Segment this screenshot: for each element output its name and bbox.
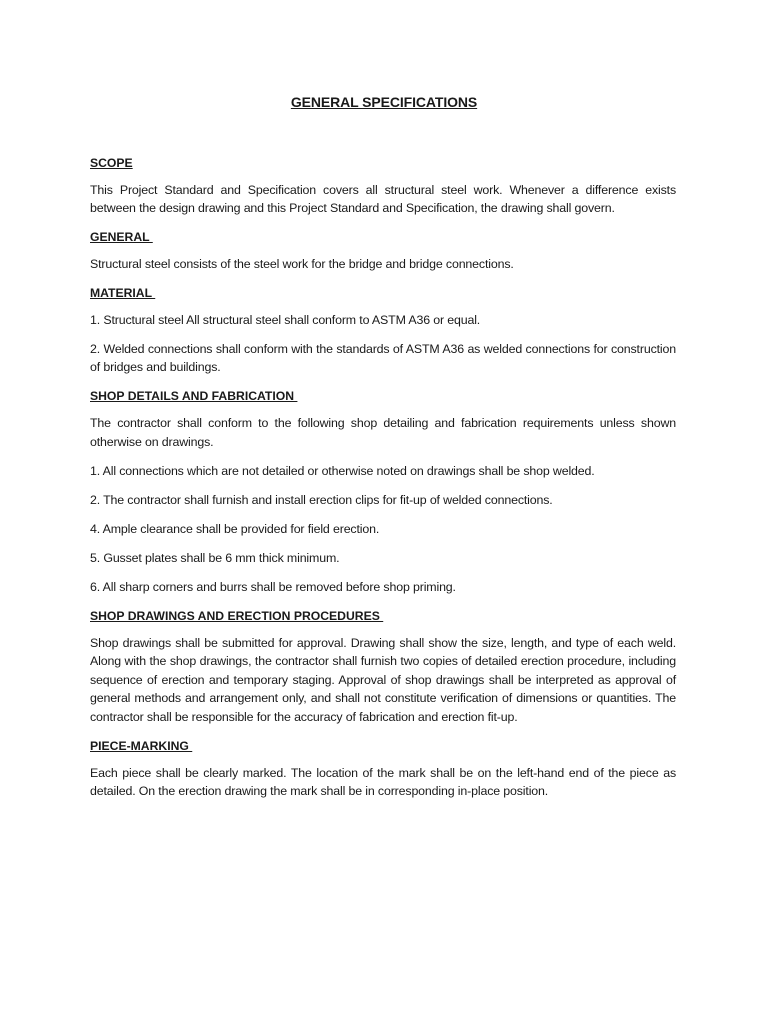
section-heading-shop-details: SHOP DETAILS AND FABRICATION — [90, 389, 298, 404]
section-heading-general: GENERAL — [90, 230, 153, 245]
section-text-shop-details: The contractor shall conform to the following shop detailing and fabrication requirements unless shown otherwise on drawings. — [90, 415, 676, 449]
section-heading-scope: SCOPE — [90, 156, 133, 170]
section-material — [90, 284, 676, 377]
section-heading-shop-drawings: SHOP DRAWINGS AND ERECTION PROCEDURES — [90, 609, 384, 624]
section-scope — [90, 154, 676, 218]
section-text-shop-drawings: Shop drawings shall be submitted for approval. Drawing shall show the size, length, and type of each weld. Along with the shop drawings, the contractor shall furnish two copies of detailed erection procedure, including sequence of erection and temporary staging. Approval of shop drawings shall be interpreted as approval of general methods and arrangement only, and shall not constitute verification of dimensions or quantities. The contractor shall be responsible for the accuracy of fabrication and erection fit-up. — [90, 635, 676, 725]
section-general — [90, 228, 676, 273]
list-item: 5. Gusset plates shall be 6 mm thick minimum. — [90, 550, 340, 565]
section-piece-marking — [90, 737, 676, 801]
section-text-scope: This Project Standard and Specification covers all structural steel work. Whenever a difference exists between the design drawing and this Project Standard and Specification, the drawing shall govern. — [90, 182, 676, 216]
list-item: 2. Welded connections shall conform with the standards of ASTM A36 as welded connections for construction of bridges and buildings. — [90, 341, 676, 375]
section-text-general: Structural steel consists of the steel work for the bridge and bridge connections. — [90, 256, 514, 271]
list-item: 4. Ample clearance shall be provided for field erection. — [90, 521, 380, 536]
section-heading-material: MATERIAL — [90, 285, 156, 300]
list-item: 1. Structural steel All structural steel shall conform to ASTM A36 or equal. — [90, 312, 481, 327]
list-item: 6. All sharp corners and burrs shall be removed before shop priming. — [90, 580, 456, 594]
section-heading-piece-marking: PIECE-MARKING — [90, 739, 193, 754]
document-title: GENERAL SPECIFICATIONS — [290, 94, 478, 110]
list-item: 1. All connections which are not detailed or otherwise noted on drawings shall be shop welded. — [90, 463, 595, 478]
list-item: 2. The contractor shall furnish and install erection clips for fit-up of welded connections. — [90, 492, 553, 507]
section-shop-drawings — [90, 607, 676, 727]
section-text-piece-marking: Each piece shall be clearly marked. The location of the mark shall be on the left-hand end of the piece as detailed. On the erection drawing the mark shall be in corresponding in-place position. — [90, 765, 676, 799]
section-shop-details — [90, 387, 676, 596]
document-body — [90, 154, 676, 811]
